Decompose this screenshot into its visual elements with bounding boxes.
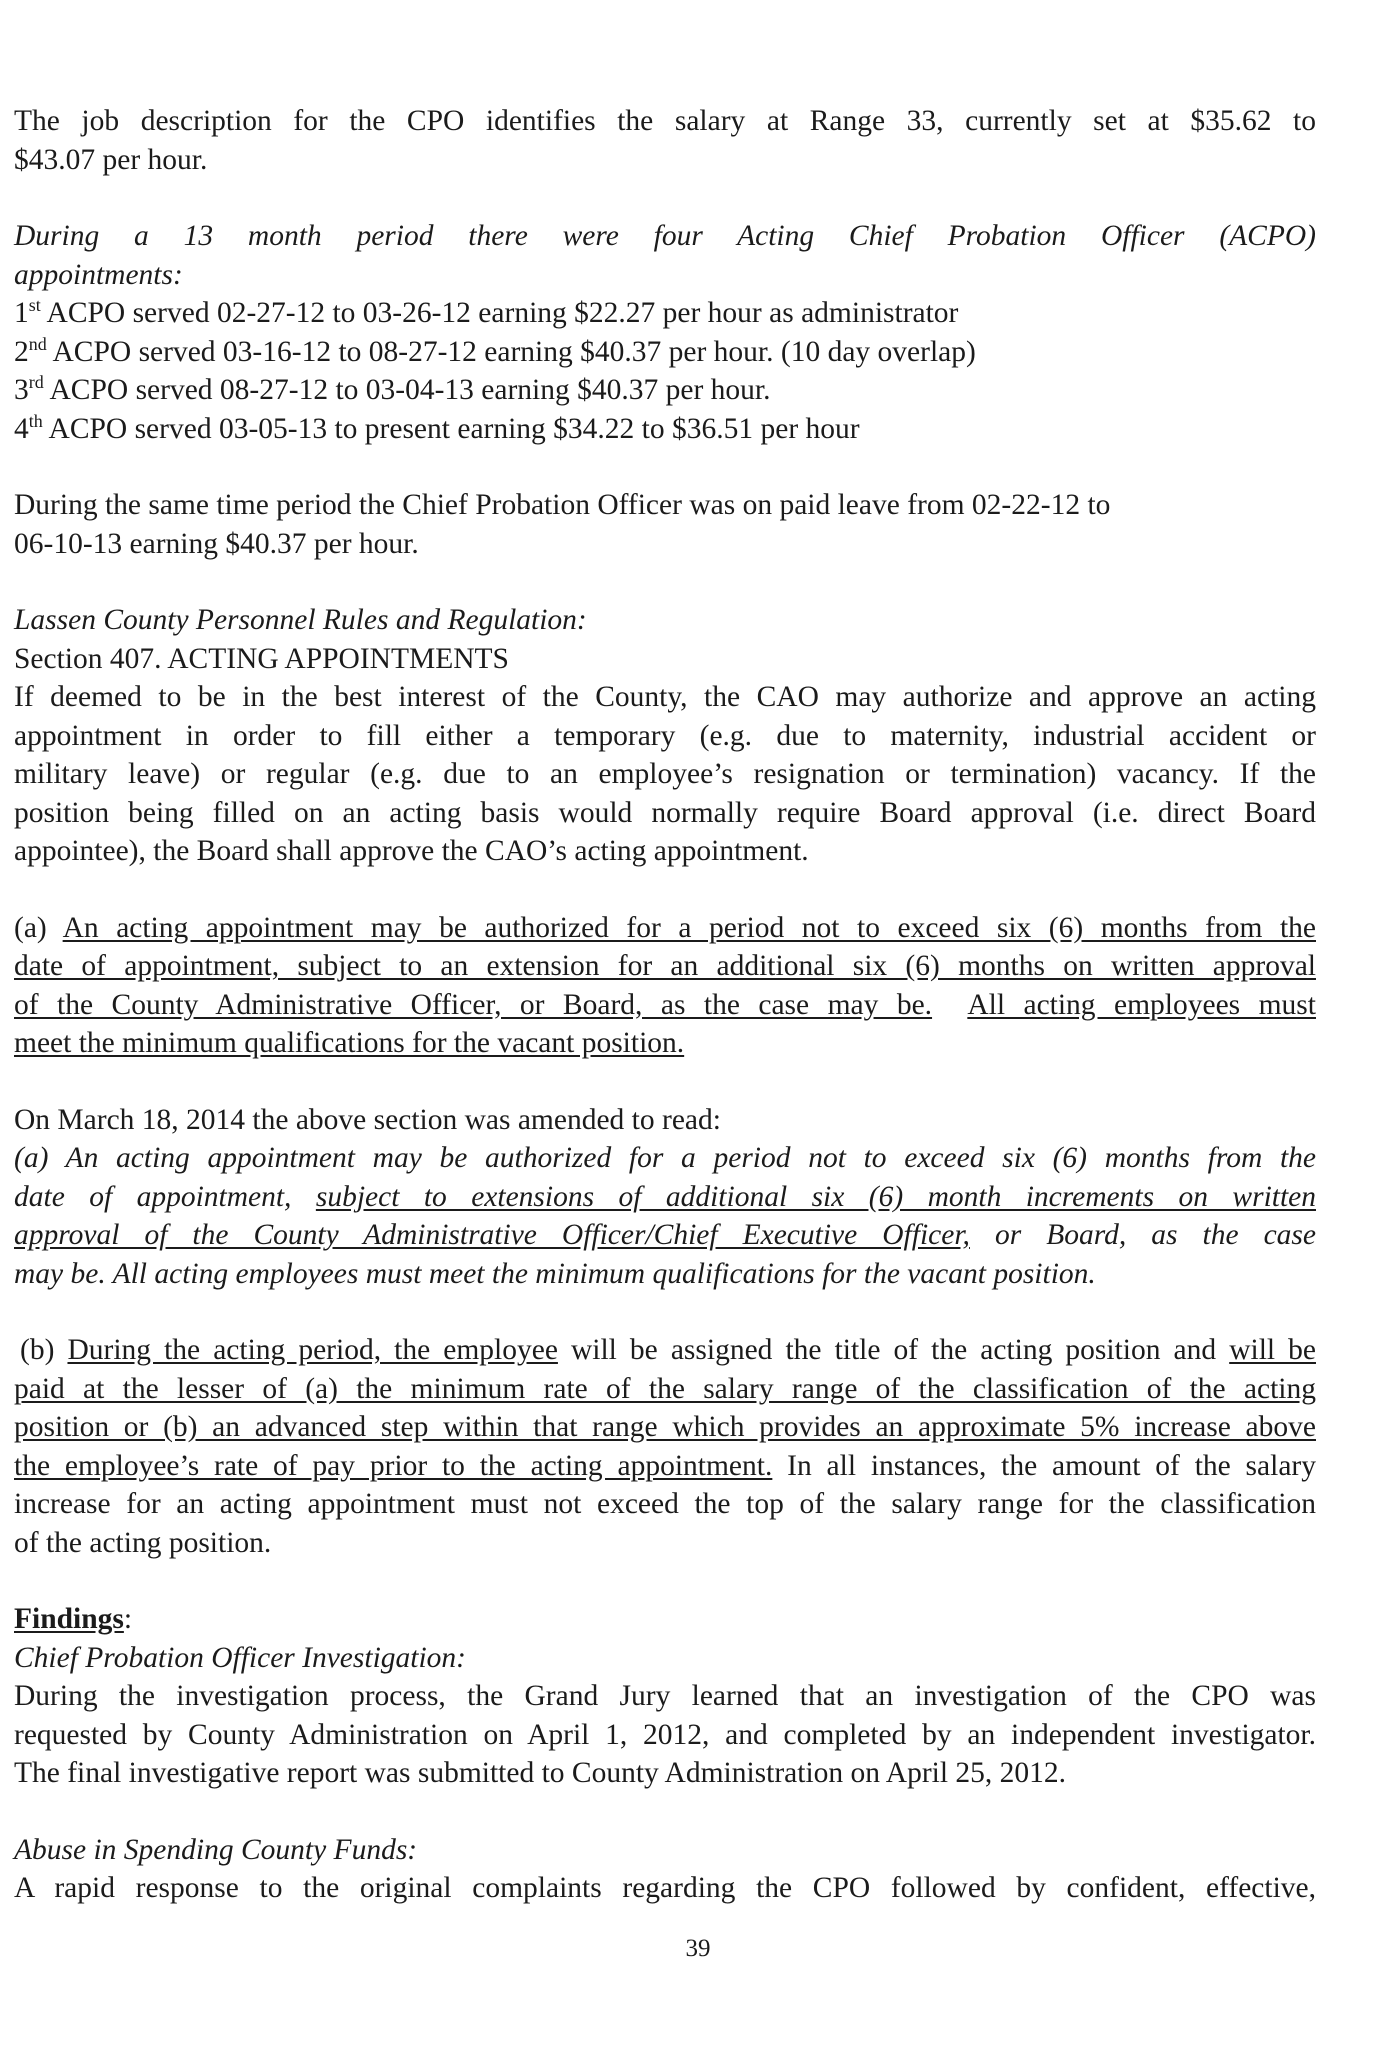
salary-line-1: The job description for the CPO identifies the salary at Range 33, currently set at $35.62 to <box>14 105 1316 137</box>
abuse-heading: Abuse in Spending County Funds: <box>14 1833 418 1866</box>
findings-subheading: Chief Probation Officer Investigation: <box>14 1641 466 1674</box>
amended-line-4: may be. All acting employees must meet the minimum qualifications for the vacant position. <box>14 1257 1096 1290</box>
salary-paragraph <box>14 102 1316 179</box>
clause-b-line-2: paid at the lesser of (a) the minimum rate of the salary range of the classification of the acting <box>14 1372 1316 1405</box>
appointment-item-3: 3rd ACPO served 08-27-12 to 03-04-13 earning $40.37 per hour. <box>14 372 771 406</box>
rules-heading: Lassen County Personnel Rules and Regulation: <box>14 604 587 636</box>
clause-b-line-3: position or (b) an advanced step within that range which provides an approximate 5% increase above <box>14 1411 1316 1443</box>
clause-a-line-3: of the County Administrative Officer, or Board, as the case may be. All acting employees must <box>14 988 1316 1021</box>
clause-b-paragraph <box>14 1331 1316 1562</box>
rules-paragraph <box>14 601 1316 871</box>
rules-line-3: military leave) or regular (e.g. due to an employee’s resignation or termination) vacancy. If the <box>14 758 1316 790</box>
abuse-line-1: A rapid response to the original complaints regarding the CPO followed by confident, effective, <box>14 1872 1316 1904</box>
clause-a-paragraph <box>14 909 1316 1063</box>
rules-line-2: appointment in order to fill either a temporary (e.g. due to maternity, industrial accident or <box>14 719 1316 752</box>
amended-line-1: (a) An acting appointment may be authorized for a period not to exceed six (6) months from the <box>14 1142 1316 1174</box>
amended-line-3: approval of the County Administrative Officer/Chief Executive Officer, or Board, as the case <box>14 1219 1316 1251</box>
findings-line-2: requested by County Administration on April 1, 2012, and completed by an independent investigator. <box>14 1718 1316 1751</box>
clause-b-line-6: of the acting position. <box>14 1526 272 1559</box>
findings-line-1: During the investigation process, the Grand Jury learned that an investigation of the CPO was <box>14 1680 1316 1712</box>
salary-line-2: $43.07 per hour. <box>14 143 208 176</box>
clause-a-line-1: (a) An acting appointment may be authorized for a period not to exceed six (6) months from the <box>14 911 1316 944</box>
appointment-item-1: 1st ACPO served 02-27-12 to 03-26-12 earning $22.27 per hour as administrator <box>14 295 959 329</box>
appointments-intro-1: During a 13 month period there were four Acting Chief Probation Officer (ACPO) <box>14 220 1316 252</box>
amended-paragraph <box>14 1101 1316 1294</box>
abuse-paragraph <box>14 1831 1316 1908</box>
rules-line-1: If deemed to be in the best interest of the County, the CAO may authorize and approve an acting <box>14 681 1316 713</box>
appointments-paragraph <box>14 217 1316 448</box>
document-page <box>14 102 1316 1946</box>
amended-line-2: date of appointment, subject to extensions of additional six (6) month increments on written <box>14 1180 1316 1213</box>
appointment-item-2: 2nd ACPO served 03-16-12 to 08-27-12 earning $40.37 per hour. (10 day overlap) <box>14 333 976 368</box>
findings-paragraph <box>14 1600 1316 1793</box>
clause-a-line-2: date of appointment, subject to an extension for an additional six (6) months on written approval <box>14 950 1316 982</box>
amended-intro: On March 18, 2014 the above section was amended to read: <box>14 1103 721 1136</box>
rules-line-4: position being filled on an acting basis would normally require Board approval (i.e. direct Board <box>14 796 1316 829</box>
findings-line-3: The final investigative report was submitted to County Administration on April 25, 2012. <box>14 1757 1067 1789</box>
rules-line-5: appointee), the Board shall approve the CAO’s acting appointment. <box>14 835 809 867</box>
appointment-item-4: 4th ACPO served 03-05-13 to present earning $34.22 to $36.51 per hour <box>14 410 860 445</box>
clause-a-line-4: meet the minimum qualifications for the vacant position. <box>14 1027 685 1059</box>
leave-line-1: During the same time period the Chief Probation Officer was on paid leave from 02-22-12 to <box>14 489 1111 521</box>
leave-line-2: 06-10-13 earning $40.37 per hour. <box>14 527 419 560</box>
leave-paragraph <box>14 486 1316 563</box>
clause-b-line-4: the employee’s rate of pay prior to the acting appointment. In all instances, the amount of the salary <box>14 1449 1316 1482</box>
rules-section-title: Section 407. ACTING APPOINTMENTS <box>14 642 509 675</box>
clause-b-line-1: (b) During the acting period, the employee will be assigned the title of the acting position and will be <box>20 1334 1316 1366</box>
page-number: 39 <box>685 1935 711 1962</box>
clause-b-line-5: increase for an acting appointment must not exceed the top of the salary range for the classification <box>14 1488 1316 1520</box>
appointments-intro-2: appointments: <box>14 258 183 291</box>
findings-heading: Findings: <box>14 1603 133 1635</box>
